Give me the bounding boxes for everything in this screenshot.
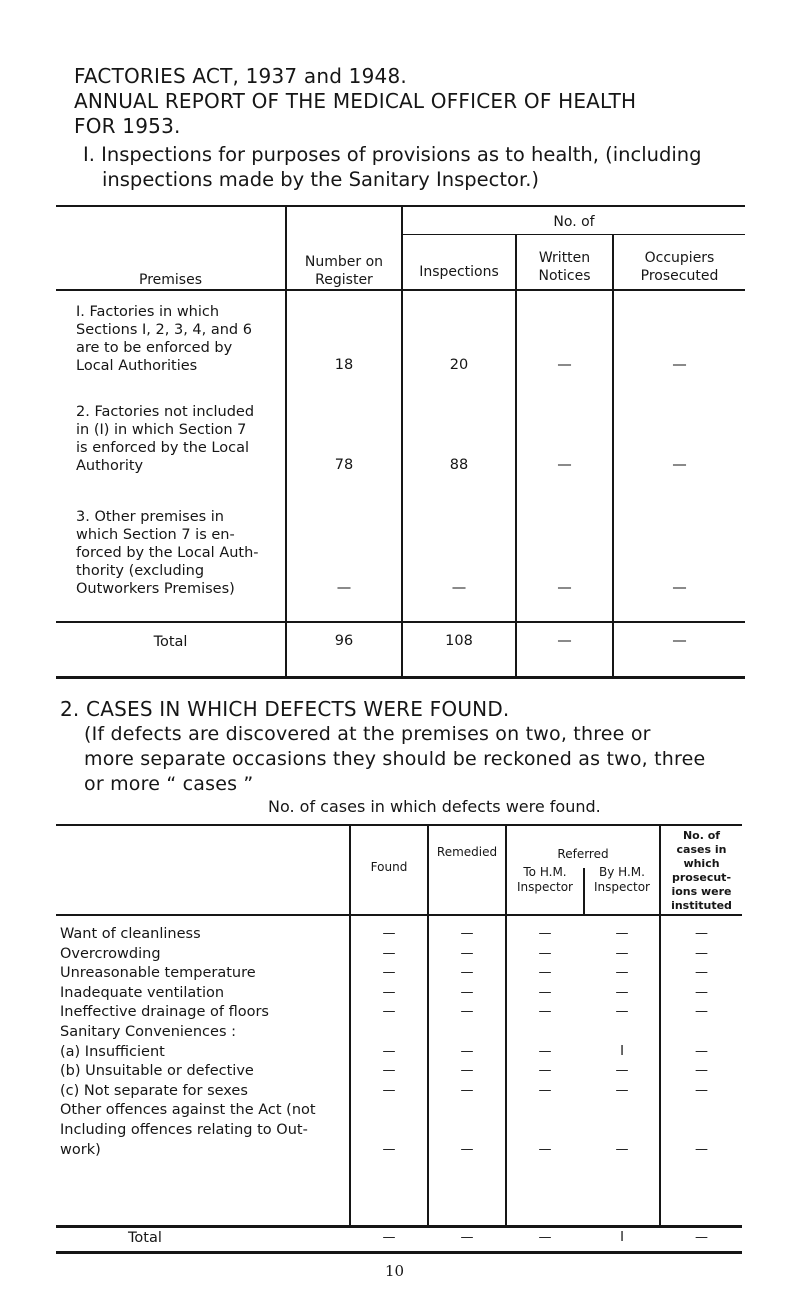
heading-act: FACTORIES ACT, 1937 and 1948. bbox=[74, 64, 407, 88]
table1-col-divider bbox=[612, 234, 614, 677]
notices-value: — bbox=[557, 457, 572, 473]
table2-total-label: Total bbox=[128, 1230, 162, 1246]
header-occupiers-prosecuted: Occupiers bbox=[644, 250, 715, 266]
table2-row-label: Other offences against the Act (not bbox=[60, 1102, 316, 1118]
table2-col-divider bbox=[427, 824, 429, 1226]
section2-note: (If defects are discovered at the premises on two, three or bbox=[84, 723, 651, 745]
header-to-hm-inspector: To H.M. bbox=[523, 865, 567, 879]
header-prosecutions: No. of bbox=[682, 829, 721, 842]
header-written-notices: Notices bbox=[538, 268, 591, 284]
register-value: — bbox=[336, 580, 352, 596]
premises-cell: which Section 7 is en- bbox=[76, 527, 235, 543]
to-hm-value: — bbox=[538, 985, 552, 1000]
notices-value: — bbox=[557, 357, 572, 373]
total-label: Total bbox=[153, 634, 188, 650]
header-by-hm-inspector: Inspector bbox=[594, 880, 650, 894]
prosecutions-value: — bbox=[695, 1004, 708, 1019]
premises-cell: are to be enforced by bbox=[76, 340, 233, 356]
premises-cell: Sections I, 2, 3, 4, and 6 bbox=[76, 322, 252, 338]
table2-row-label: Including offences relating to Out- bbox=[60, 1122, 308, 1138]
prosecuted-value: — bbox=[672, 580, 687, 596]
remedied-value: — bbox=[460, 965, 474, 980]
by-hm-value: — bbox=[615, 1063, 629, 1078]
header-number-on-register: Register bbox=[315, 272, 373, 288]
remedied-value: — bbox=[460, 985, 474, 1000]
prosecutions-value: — bbox=[695, 1063, 708, 1078]
premises-cell: forced by the Local Auth- bbox=[76, 545, 259, 561]
section2-caption: No. of cases in which defects were found. bbox=[268, 797, 601, 816]
section1-title-line1: I. Inspections for purposes of provisions as to health, (including bbox=[83, 143, 702, 166]
found-value: — bbox=[382, 1142, 396, 1157]
premises-cell: 2. Factories not included bbox=[76, 404, 255, 420]
remedied-value: — bbox=[460, 926, 474, 941]
header-written-notices: Written bbox=[538, 250, 591, 266]
table2-row-label: Sanitary Conveniences : bbox=[60, 1024, 236, 1040]
table2-row-label: (c) Not separate for sexes bbox=[60, 1083, 248, 1099]
prosecutions-value: — bbox=[695, 1142, 708, 1157]
section2-note: or more “ cases ” bbox=[84, 773, 254, 795]
table2-row-label: (a) Insufficient bbox=[60, 1044, 165, 1060]
prosecutions-value: — bbox=[695, 985, 708, 1000]
found-value: — bbox=[382, 946, 396, 961]
premises-cell: thority (excluding bbox=[76, 563, 205, 579]
header-found: Found bbox=[370, 860, 408, 874]
premises-cell: Local Authorities bbox=[76, 358, 198, 374]
to-hm-value: — bbox=[538, 926, 552, 941]
table2-row-label: Overcrowding bbox=[60, 946, 161, 962]
found-value: — bbox=[382, 1004, 396, 1019]
header-referred: Referred bbox=[557, 847, 609, 861]
header-prosecutions: ions were bbox=[671, 885, 732, 898]
total-remedied: — bbox=[460, 1230, 474, 1245]
table2-row-label: Want of cleanliness bbox=[60, 926, 201, 942]
header-remedied: Remedied bbox=[436, 845, 498, 859]
header-inspections: Inspections bbox=[419, 264, 499, 280]
total-notices: — bbox=[557, 633, 572, 649]
section2-note: more separate occasions they should be reckoned as two, three bbox=[84, 748, 706, 770]
remedied-value: — bbox=[460, 946, 474, 961]
prosecutions-value: — bbox=[695, 965, 708, 980]
table2-row-label: Ineffective drainage of floors bbox=[60, 1004, 269, 1020]
by-hm-value: — bbox=[615, 1083, 629, 1098]
found-value: — bbox=[382, 926, 396, 941]
by-hm-value: — bbox=[615, 1142, 629, 1157]
to-hm-value: — bbox=[538, 1063, 552, 1078]
total-found: — bbox=[382, 1230, 396, 1245]
premises-cell: Authority bbox=[76, 458, 144, 474]
by-hm-value: — bbox=[615, 965, 629, 980]
header-premises: Premises bbox=[139, 272, 202, 288]
table2-bottom-rule bbox=[56, 1251, 742, 1254]
remedied-value: — bbox=[460, 1142, 474, 1157]
inspections-value: — bbox=[451, 580, 467, 596]
table2-row-label: work) bbox=[60, 1142, 101, 1158]
total-register: 96 bbox=[334, 633, 354, 649]
by-hm-value: — bbox=[615, 946, 629, 961]
found-value: — bbox=[382, 1083, 396, 1098]
section1-title-line2: inspections made by the Sanitary Inspector.) bbox=[102, 168, 540, 191]
header-number-on-register: Number on bbox=[304, 254, 384, 270]
table2-top-rule bbox=[56, 824, 742, 826]
table2-col-divider bbox=[349, 824, 351, 1226]
found-value: — bbox=[382, 1063, 396, 1078]
by-hm-value: — bbox=[615, 1004, 629, 1019]
total-by-hm: I bbox=[620, 1230, 624, 1245]
table2-header-rule bbox=[56, 914, 742, 916]
remedied-value: — bbox=[460, 1063, 474, 1078]
total-prosecutions: — bbox=[695, 1230, 708, 1245]
prosecuted-value: — bbox=[672, 457, 687, 473]
table2-row-label: (b) Unsuitable or defective bbox=[60, 1063, 254, 1079]
to-hm-value: — bbox=[538, 965, 552, 980]
to-hm-value: — bbox=[538, 1044, 552, 1059]
inspections-value: 88 bbox=[449, 457, 469, 473]
found-value: — bbox=[382, 1044, 396, 1059]
table1-subheader-rule bbox=[402, 234, 745, 235]
premises-cell: 3. Other premises in bbox=[76, 509, 225, 525]
remedied-value: — bbox=[460, 1083, 474, 1098]
total-inspections: 108 bbox=[445, 633, 473, 649]
inspections-value: 20 bbox=[449, 357, 469, 373]
prosecutions-value: — bbox=[695, 946, 708, 961]
header-prosecutions: which bbox=[683, 857, 720, 870]
prosecutions-value: — bbox=[695, 1044, 708, 1059]
table2-row-label: Unreasonable temperature bbox=[60, 965, 256, 981]
header-by-hm-inspector: By H.M. bbox=[599, 865, 645, 879]
to-hm-value: — bbox=[538, 1142, 552, 1157]
to-hm-value: — bbox=[538, 946, 552, 961]
premises-cell: Outworkers Premises) bbox=[76, 581, 235, 597]
prosecuted-value: — bbox=[672, 357, 687, 373]
header-prosecutions: instituted bbox=[671, 899, 732, 912]
table1-col-divider bbox=[515, 234, 517, 677]
section2-title: 2. CASES IN WHICH DEFECTS WERE FOUND. bbox=[60, 697, 510, 721]
table2-total-rule bbox=[56, 1225, 742, 1228]
heading-report: ANNUAL REPORT OF THE MEDICAL OFFICER OF HEALTH bbox=[74, 89, 637, 113]
remedied-value: — bbox=[460, 1004, 474, 1019]
header-prosecutions: prosecut- bbox=[671, 871, 732, 884]
by-hm-value: — bbox=[615, 985, 629, 1000]
prosecutions-value: — bbox=[695, 1083, 708, 1098]
total-to-hm: — bbox=[538, 1230, 552, 1245]
notices-value: — bbox=[557, 580, 572, 596]
found-value: — bbox=[382, 965, 396, 980]
header-occupiers-prosecuted: Prosecuted bbox=[640, 268, 719, 284]
register-value: 18 bbox=[334, 357, 354, 373]
page-number: 10 bbox=[385, 1262, 405, 1280]
premises-cell: in (I) in which Section 7 bbox=[76, 422, 247, 438]
header-prosecutions: cases in bbox=[676, 843, 727, 856]
premises-cell: I. Factories in which bbox=[76, 304, 220, 320]
register-value: 78 bbox=[334, 457, 354, 473]
found-value: — bbox=[382, 985, 396, 1000]
to-hm-value: — bbox=[538, 1004, 552, 1019]
header-no-of: No. of bbox=[553, 214, 595, 230]
total-prosecuted: — bbox=[672, 633, 687, 649]
by-hm-value: I bbox=[620, 1044, 624, 1059]
premises-cell: is enforced by the Local bbox=[76, 440, 250, 456]
to-hm-value: — bbox=[538, 1083, 552, 1098]
by-hm-value: — bbox=[615, 926, 629, 941]
heading-year: FOR 1953. bbox=[74, 114, 181, 138]
remedied-value: — bbox=[460, 1044, 474, 1059]
prosecutions-value: — bbox=[695, 926, 708, 941]
table2-row-label: Inadequate ventilation bbox=[60, 985, 225, 1001]
header-to-hm-inspector: Inspector bbox=[517, 880, 573, 894]
